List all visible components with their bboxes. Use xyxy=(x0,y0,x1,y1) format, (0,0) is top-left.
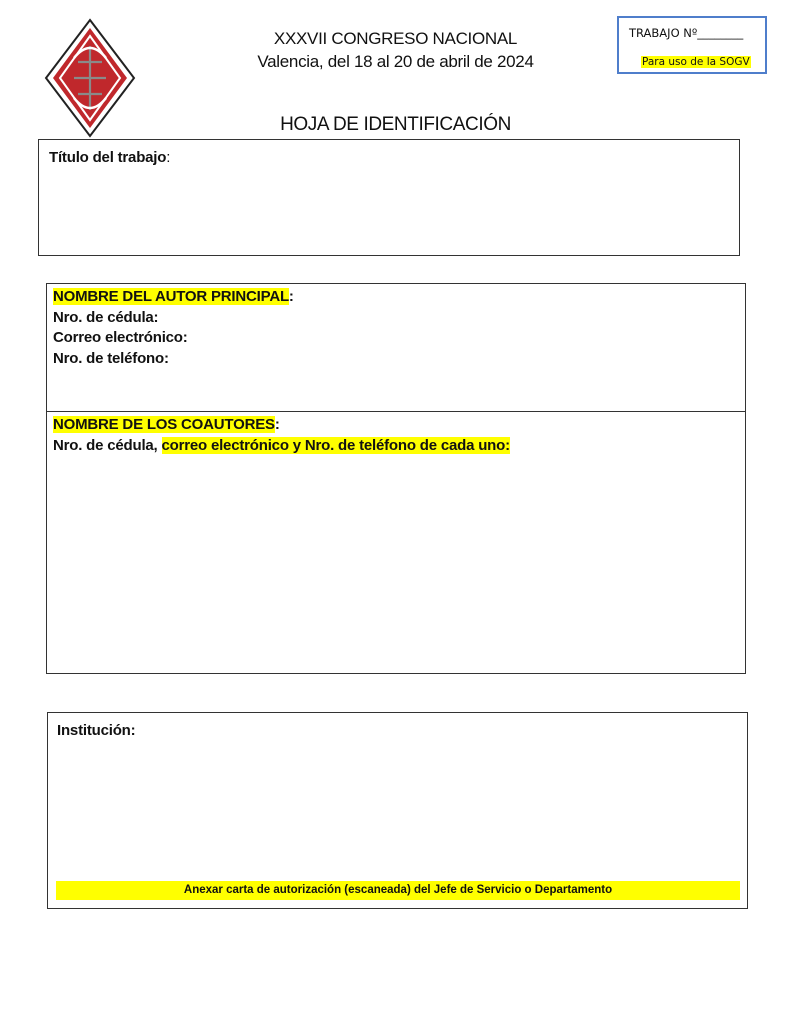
coauthors-details-plain: Nro. de cédula, xyxy=(53,436,162,454)
institution-label: Institución: xyxy=(57,722,136,739)
main-author-phone-label: Nro. de teléfono: xyxy=(53,349,169,367)
work-title-colon: : xyxy=(166,149,171,166)
coauthors-name-text: NOMBRE DE LOS COAUTORES xyxy=(53,416,275,433)
work-title-label xyxy=(49,148,170,169)
sheet-title: HOJA DE IDENTIFICACIÓN xyxy=(280,114,511,135)
main-author-cedula-label: Nro. de cédula: xyxy=(53,308,159,326)
coauthors-field[interactable] xyxy=(46,411,746,674)
sogv-logo-graphic xyxy=(44,18,136,138)
institution-field[interactable] xyxy=(47,712,748,909)
coauthors-name-label xyxy=(53,415,510,436)
main-author-colon: : xyxy=(288,288,294,305)
work-number-label: TRABAJO Nº________ xyxy=(629,26,744,40)
work-number-box xyxy=(617,16,767,74)
sogv-logo xyxy=(44,18,136,138)
sogv-use-note: Para uso de la SOGV xyxy=(642,56,750,68)
main-author-email-label: Correo electrónico: xyxy=(53,329,188,346)
work-title-label-text: Título del trabajo xyxy=(49,149,167,166)
congress-title: XXXVII CONGRESO NACIONAL xyxy=(273,29,518,48)
work-title-field[interactable] xyxy=(38,139,740,256)
coauthors-details-label xyxy=(53,436,510,457)
authorization-letter-note: Anexar carta de autorización (escaneada) del Jefe de Servicio o Departamento xyxy=(56,881,740,900)
main-author-name-text: NOMBRE DEL AUTOR PRINCIPAL xyxy=(53,288,289,305)
main-author-name-label xyxy=(53,287,294,308)
congress-location-date: Valencia, del 18 al 20 de abril de 2024 xyxy=(257,52,534,71)
coauthors-colon: : xyxy=(274,416,280,433)
coauthors-details-highlight: correo electrónico y Nro. de teléfono de cada uno: xyxy=(161,436,510,454)
main-author-field[interactable] xyxy=(46,283,746,412)
